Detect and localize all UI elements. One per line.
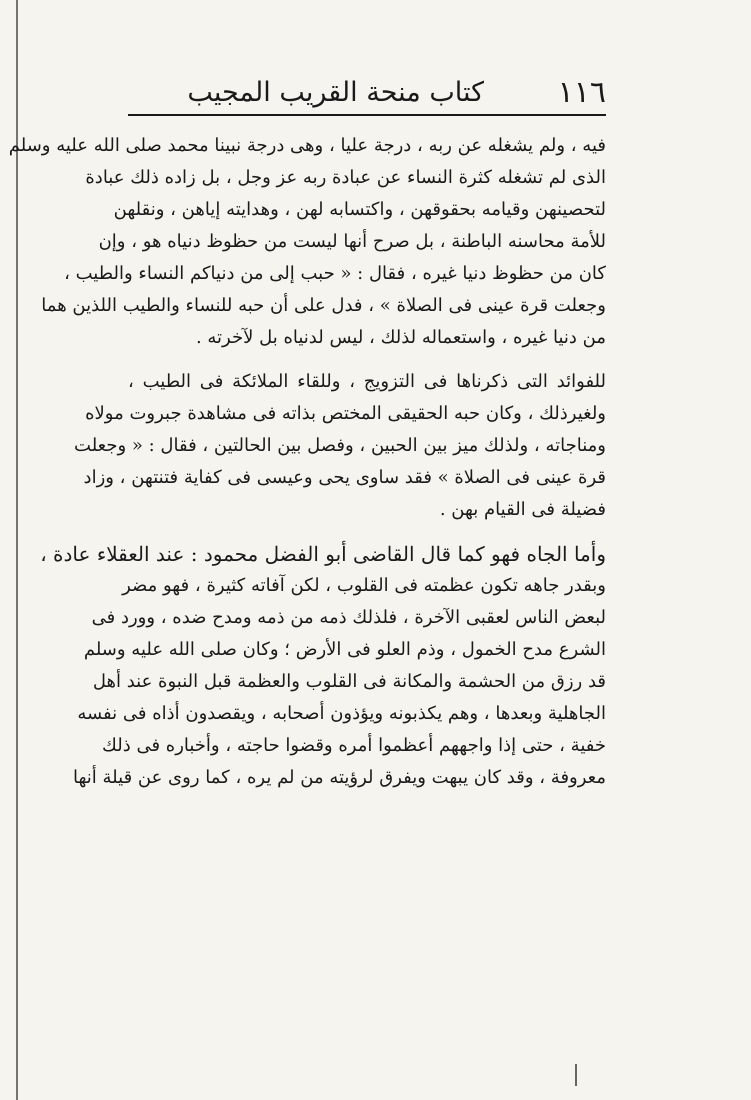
text-line: للأمة محاسنه الباطنة ، بل صرح أنها ليست من حظوظ دنياه هو ، وإن bbox=[98, 231, 606, 252]
header-rule bbox=[128, 114, 606, 116]
text-line: خفية ، حتى إذا واجههم أعظموا أمره وقضوا حاجته ، وأخباره فى ذلك bbox=[102, 735, 606, 756]
text-line: معروفة ، وقد كان يبهت ويفرق لرؤيته من لم يره ، كما روى عن قيلة أنها bbox=[73, 767, 606, 788]
text-line: كان من حظوظ دنيا غيره ، فقال : « حبب إلى من دنياكم النساء والطيب ، bbox=[64, 263, 606, 284]
paragraph-1 bbox=[8, 130, 606, 354]
binding-edge-line bbox=[16, 0, 18, 1100]
text-line: وأما الجاه فهو كما قال القاضى أبو الفضل محمود : عند العقلاء عادة ، bbox=[40, 542, 606, 566]
text-line: لتحصينهن وقيامه بحقوقهن ، واكتسابه لهن ، وهدايته إياهن ، ونقلهن bbox=[113, 199, 606, 220]
page-header bbox=[128, 74, 606, 112]
page-number: ١١٦ bbox=[557, 75, 606, 110]
text-line: الذى لم تشغله كثرة النساء عن عبادة ربه عز وجل ، بل زاده ذلك عبادة bbox=[85, 167, 606, 188]
text-line: الشرع مدح الخمول ، وذم العلو فى الأرض ؛ وكان صلى الله عليه وسلم bbox=[83, 639, 606, 660]
margin-tick-mark bbox=[575, 1064, 577, 1086]
text-line: ولغيرذلك ، وكان حبه الحقيقى المختص بذاته فى مشاهدة جبروت مولاه bbox=[85, 403, 606, 424]
paragraph-3 bbox=[40, 538, 606, 794]
running-title: كتاب منحة القريب المجيب bbox=[187, 77, 484, 108]
text-line: للفوائد التى ذكرناها فى التزويج ، وللقاء الملائكة فى الطيب ، bbox=[128, 371, 606, 392]
text-line: الجاهلية وبعدها ، وهم يكذبونه ويؤذون أصحابه ، ويقصدون أذاه فى نفسه bbox=[77, 703, 606, 724]
text-line: قد رزق من الحشمة والمكانة فى القلوب والعظمة قبل النبوة عند أهل bbox=[92, 671, 606, 692]
text-line: ومناجاته ، ولذلك ميز بين الحبين ، وفصل بين الحالتين ، فقال : « وجعلت bbox=[74, 435, 606, 456]
text-line: فيه ، ولم يشغله عن ربه ، درجة عليا ، وهى درجة نبينا محمد صلى الله عليه وسلم bbox=[8, 135, 606, 156]
body-text bbox=[8, 130, 606, 806]
text-line: من دنيا غيره ، واستعماله لذلك ، ليس لدنياه بل لآخرته . bbox=[195, 327, 606, 348]
paragraph-2 bbox=[74, 366, 606, 526]
text-line: وبقدر جاهه تكون عظمته فى القلوب ، لكن آفاته كثيرة ، فهو مضر bbox=[122, 575, 606, 596]
text-line: فضيلة فى القيام بهن . bbox=[439, 499, 606, 520]
text-line: وجعلت قرة عينى فى الصلاة » ، فدل على أن حبه للنساء والطيب اللذين هما bbox=[41, 295, 606, 316]
text-line: قرة عينى فى الصلاة » فقد ساوى يحى وعيسى فى كفاية فتنتهن ، وزاد bbox=[83, 467, 606, 488]
text-line: لبعض الناس لعقبى الآخرة ، فلذلك ذمه من ذمه ومدح ضده ، وورد فى bbox=[91, 607, 606, 628]
